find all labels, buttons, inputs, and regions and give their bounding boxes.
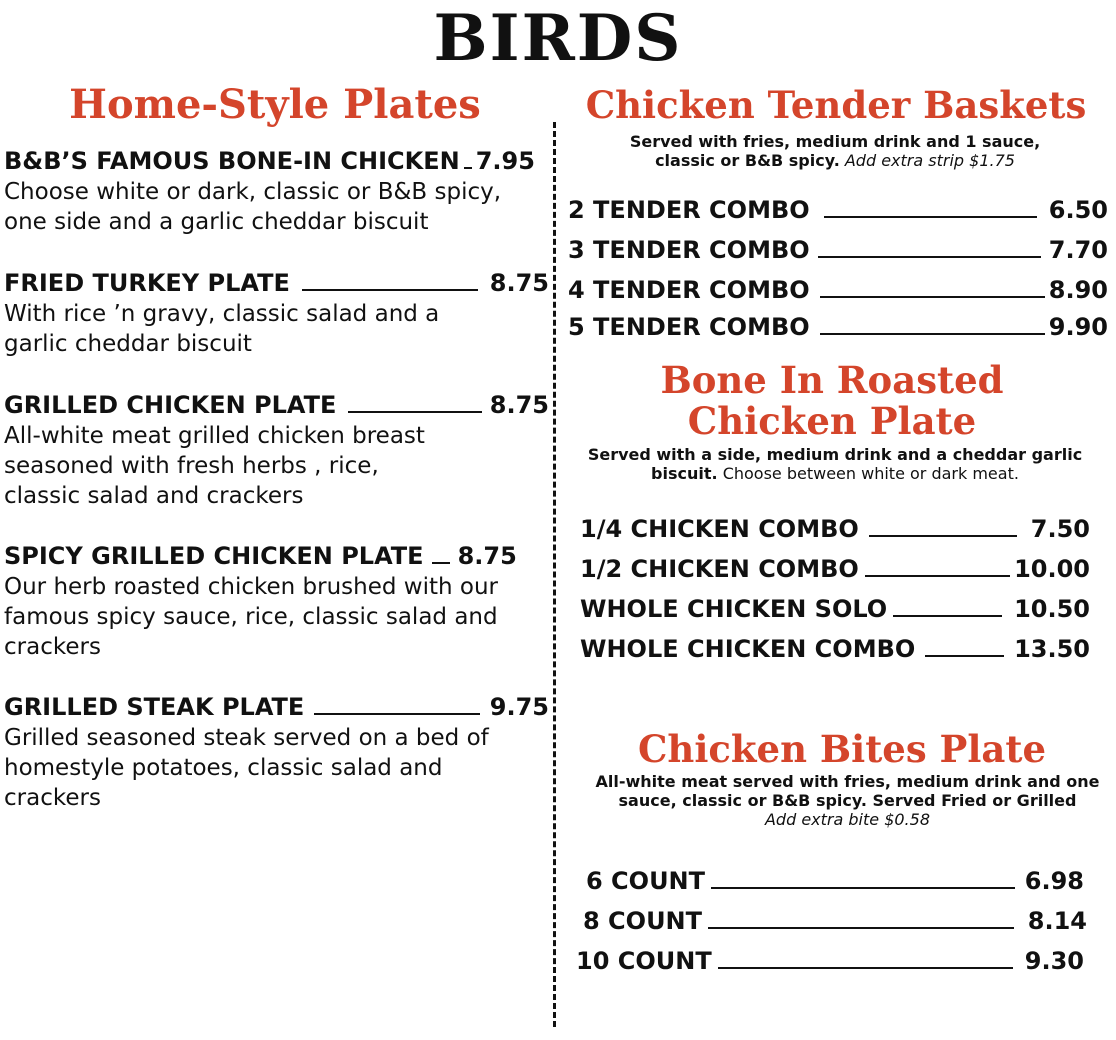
tender-baskets-heading: Chicken Tender Baskets <box>585 83 1087 127</box>
item-price: 9.30 <box>1024 947 1084 975</box>
plate-name: SPICY GRILLED CHICKEN PLATE <box>4 542 424 570</box>
tender-item <box>568 275 1108 305</box>
plate-price: 8.75 <box>489 391 549 419</box>
item-name: WHOLE CHICKEN SOLO <box>580 595 888 623</box>
item-name: 3 TENDER COMBO <box>568 236 810 264</box>
item-price: 13.50 <box>1014 635 1090 663</box>
item-name: WHOLE CHICKEN COMBO <box>580 635 916 663</box>
plate-grilled-steak <box>4 692 549 813</box>
price-leader <box>925 655 1004 657</box>
item-name: 2 TENDER COMBO <box>568 196 810 224</box>
roasted-item <box>580 634 1090 664</box>
price-leader <box>818 256 1041 258</box>
price-leader <box>708 927 1014 929</box>
bites-item <box>576 946 1084 976</box>
item-name: 8 COUNT <box>583 907 703 935</box>
tender-item <box>568 195 1108 225</box>
roasted-item <box>580 554 1090 584</box>
item-name: 4 TENDER COMBO <box>568 276 810 304</box>
column-divider <box>553 122 556 1027</box>
plate-name: FRIED TURKEY PLATE <box>4 269 290 297</box>
plate-name: B&B’S FAMOUS BONE-IN CHICKEN <box>4 147 460 175</box>
roasted-chicken-heading: Bone In Roasted Chicken Plate <box>660 358 1004 443</box>
bites-item <box>583 906 1087 936</box>
plate-description: With rice ’n gravy, classic salad and a garlic cheddar biscuit <box>4 301 440 357</box>
plate-name: GRILLED CHICKEN PLATE <box>4 391 337 419</box>
item-name: 5 TENDER COMBO <box>568 313 810 341</box>
plate-description: All-white meat grilled chicken breast seasoned with fresh herbs , rice, classic salad and crackers <box>4 423 425 509</box>
plate-price: 8.75 <box>489 269 549 297</box>
plate-name: GRILLED STEAK PLATE <box>4 693 305 721</box>
item-name: 1/4 CHICKEN COMBO <box>580 515 859 543</box>
price-leader <box>869 535 1017 537</box>
price-leader <box>718 967 1013 969</box>
item-price: 10.50 <box>1014 595 1090 623</box>
plate-price: 7.95 <box>475 147 535 175</box>
plate-fried-turkey <box>4 268 549 359</box>
plate-price: 8.75 <box>457 542 517 570</box>
price-leader <box>711 887 1015 889</box>
price-leader <box>865 575 1010 577</box>
price-leader <box>432 562 450 564</box>
plate-bone-in-chicken <box>4 146 549 237</box>
price-leader <box>893 615 1002 617</box>
item-price: 7.70 <box>1048 236 1108 264</box>
plate-price: 9.75 <box>489 693 549 721</box>
home-style-heading: Home-Style Plates <box>69 81 481 128</box>
roasted-item <box>580 514 1090 544</box>
item-name: 10 COUNT <box>576 947 712 975</box>
item-price: 10.00 <box>1014 555 1090 583</box>
price-leader <box>302 289 478 291</box>
plate-spicy-grilled-chicken <box>4 541 549 662</box>
roasted-chicken-note: Served with a side, medium drink and a cheddar garlic biscuit. Choose between white or dark meat. <box>587 445 1083 483</box>
item-price: 8.90 <box>1048 276 1108 304</box>
price-leader <box>824 216 1037 218</box>
tender-item <box>568 235 1108 265</box>
price-leader <box>820 296 1045 298</box>
item-name: 1/2 CHICKEN COMBO <box>580 555 859 583</box>
item-price: 7.50 <box>1030 515 1090 543</box>
roasted-item <box>580 594 1090 624</box>
chicken-bites-note: All-white meat served with fries, medium drink and one sauce, classic or B&B spicy. Served Fried or Grilled Add extra bite $0.58 <box>595 772 1100 829</box>
bites-item <box>586 866 1084 896</box>
plate-description: Choose white or dark, classic or B&B spicy, one side and a garlic cheddar biscuit <box>4 179 502 235</box>
tender-item <box>568 312 1108 342</box>
plate-description: Grilled seasoned steak served on a bed of homestyle potatoes, classic salad and crackers <box>4 725 489 811</box>
tender-baskets-note: Served with fries, medium drink and 1 sauce, classic or B&B spicy. Add extra strip $1.75 <box>629 132 1041 170</box>
plate-description: Our herb roasted chicken brushed with our famous spicy sauce, rice, classic salad and crackers <box>4 574 498 660</box>
price-leader <box>348 411 481 413</box>
item-price: 8.14 <box>1027 907 1087 935</box>
item-price: 6.50 <box>1048 196 1108 224</box>
price-leader <box>820 333 1045 335</box>
price-leader <box>314 713 479 715</box>
plate-grilled-chicken <box>4 390 549 511</box>
price-leader <box>464 167 472 169</box>
chicken-bites-heading: Chicken Bites Plate <box>637 727 1047 771</box>
menu-title: BIRDS <box>433 1 683 76</box>
item-price: 6.98 <box>1024 867 1084 895</box>
item-name: 6 COUNT <box>586 867 706 895</box>
item-price: 9.90 <box>1048 313 1108 341</box>
